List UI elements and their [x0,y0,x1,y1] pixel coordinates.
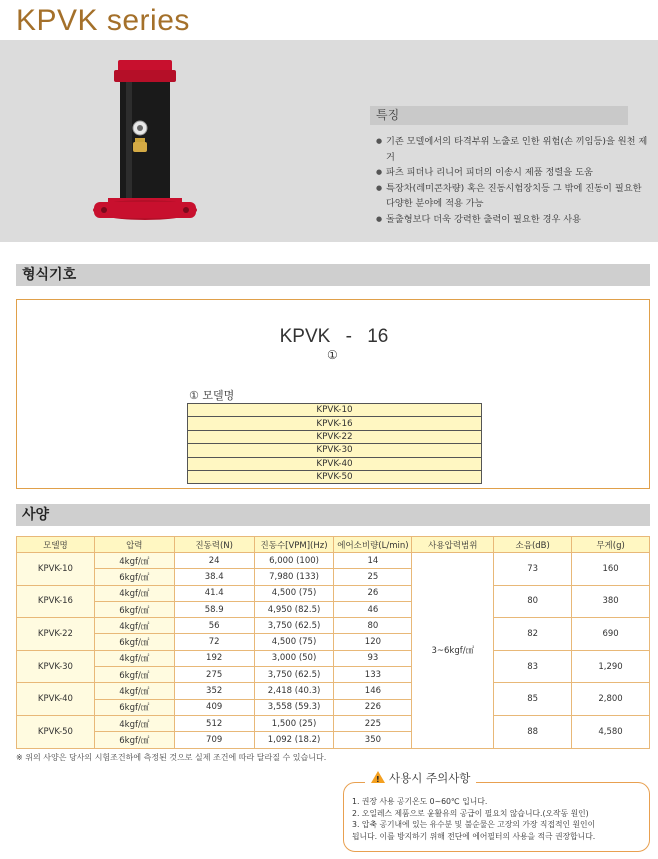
air-cell: 120 [334,634,412,650]
caution-item: 1. 권장 사용 공기온도 0~60℃ 입니다. [352,797,488,806]
model-list-item: KPVK-22 [188,430,482,443]
model-cell: KPVK-30 [17,650,95,683]
noise-cell: 82 [494,618,572,651]
noise-cell: 73 [494,553,572,586]
pressure-cell: 6kgf/㎠ [94,634,174,650]
feature-item: ● 파츠 피더나 리니어 피더의 이송시 제품 정렬을 도움 [376,165,652,181]
frequency-cell: 4,950 (82.5) [254,601,334,617]
code-separator: - [345,326,352,347]
caution-item: 2. 오일레스 제품으로 윤활유의 공급이 필요치 않습니다.(오작동 원인) [352,808,589,818]
frequency-cell: 3,558 (59.3) [254,699,334,715]
model-cell: KPVK-50 [17,715,95,748]
model-cell: KPVK-16 [17,585,95,618]
caution-item: 3. 압축 공기내에 있는 유수분 및 불순물은 고장의 가장 직접적인 원인이 [352,820,596,829]
noise-cell: 85 [494,683,572,716]
air-cell: 26 [334,585,412,601]
frequency-cell: 7,980 (133) [254,569,334,585]
force-cell: 72 [174,634,254,650]
pressure-cell: 4kgf/㎠ [94,618,174,634]
frequency-cell: 3,750 (62.5) [254,618,334,634]
model-code-box [16,299,650,489]
spec-note: ※ 위의 사양은 당사의 시험조건하에 측정된 것으로 실제 조건에 따라 달라질 수 있습니다. [16,753,327,762]
air-cell: 80 [334,618,412,634]
air-cell: 93 [334,650,412,666]
table-row [17,650,650,666]
table-row [17,618,650,634]
table-row [17,553,650,569]
weight-cell: 2,800 [572,683,650,716]
force-cell: 56 [174,618,254,634]
air-cell: 14 [334,553,412,569]
product-image [90,60,200,228]
table-row [17,585,650,601]
features-heading: 특징 [370,106,628,125]
pressure-cell: 6kgf/㎠ [94,699,174,715]
col-model: 모델명 [17,537,95,553]
pressure-cell: 6kgf/㎠ [94,732,174,748]
force-cell: 512 [174,715,254,731]
col-pressure: 압력 [94,537,174,553]
model-legend: ① 모델명 [189,389,235,402]
model-list-item: KPVK-16 [188,417,482,430]
force-cell: 24 [174,553,254,569]
pressure-cell: 6kgf/㎠ [94,601,174,617]
frequency-cell: 2,418 (40.3) [254,683,334,699]
pressure-cell: 4kgf/㎠ [94,715,174,731]
air-cell: 146 [334,683,412,699]
spec-heading: 사양 [16,504,650,526]
pressure-cell: 6kgf/㎠ [94,667,174,683]
code-value: 16 [367,326,389,347]
model-list-item: KPVK-10 [188,404,482,417]
caution-heading [365,770,476,786]
col-force: 진동력(N) [174,537,254,553]
noise-cell: 83 [494,650,572,683]
force-cell: 275 [174,667,254,683]
feature-item: ● 특장차(레미콘차량) 혹은 진동시험장치등 그 밖에 진동이 필요한 다양한 분야에 적용 가능 [376,181,652,212]
model-cell: KPVK-22 [17,618,95,651]
frequency-cell: 3,750 (62.5) [254,667,334,683]
model-cell: KPVK-40 [17,683,95,716]
weight-cell: 380 [572,585,650,618]
range-cell: 3~6kgf/㎠ [412,553,494,749]
page-title: KPVK series [16,4,190,37]
col-range: 사용압력범위 [412,537,494,553]
model-code-line [17,326,651,348]
model-list-table [187,403,482,484]
table-row [17,715,650,731]
caution-item: 됩니다. 이를 방지하기 위해 전단에 에어필터의 사용을 적극 권장합니다. [352,831,596,841]
frequency-cell: 4,500 (75) [254,585,334,601]
force-cell: 192 [174,650,254,666]
frequency-cell: 4,500 (75) [254,634,334,650]
frequency-cell: 3,000 (50) [254,650,334,666]
air-cell: 46 [334,601,412,617]
force-cell: 38.4 [174,569,254,585]
col-noise: 소음(dB) [494,537,572,553]
warning-icon [371,771,385,783]
pressure-cell: 4kgf/㎠ [94,553,174,569]
weight-cell: 1,290 [572,650,650,683]
noise-cell: 80 [494,585,572,618]
pressure-cell: 4kgf/㎠ [94,650,174,666]
weight-cell: 160 [572,553,650,586]
table-row [17,683,650,699]
force-cell: 41.4 [174,585,254,601]
model-list-item: KPVK-50 [188,470,482,483]
code-marker: ① [327,348,338,362]
model-list-item: KPVK-40 [188,457,482,470]
feature-item: ● 기존 모델에서의 타격부위 노출로 인한 위험(손 끼임등)을 원천 제거 [376,134,652,165]
model-list-item: KPVK-30 [188,444,482,457]
col-weight: 무게(g) [572,537,650,553]
col-air: 에어소비량(L/min) [334,537,412,553]
noise-cell: 88 [494,715,572,748]
code-prefix: KPVK [279,326,331,347]
force-cell: 709 [174,732,254,748]
weight-cell: 690 [572,618,650,651]
air-cell: 226 [334,699,412,715]
caution-list [352,796,642,842]
model-cell: KPVK-10 [17,553,95,586]
air-cell: 350 [334,732,412,748]
force-cell: 58.9 [174,601,254,617]
caution-title: 사용시 주의사항 [389,771,471,785]
model-code-heading: 형식기호 [16,264,650,286]
features-list [376,134,652,227]
force-cell: 409 [174,699,254,715]
pressure-cell: 4kgf/㎠ [94,585,174,601]
spec-table [16,536,650,749]
frequency-cell: 1,092 (18.2) [254,732,334,748]
air-cell: 225 [334,715,412,731]
spec-header-row [17,537,650,553]
pressure-cell: 4kgf/㎠ [94,683,174,699]
air-cell: 25 [334,569,412,585]
force-cell: 352 [174,683,254,699]
feature-item: ● 돌출형보다 더욱 강력한 출력이 필요한 경우 사용 [376,212,652,228]
frequency-cell: 1,500 (25) [254,715,334,731]
col-frequency: 진동수[VPM](Hz) [254,537,334,553]
frequency-cell: 6,000 (100) [254,553,334,569]
pressure-cell: 6kgf/㎠ [94,569,174,585]
air-cell: 133 [334,667,412,683]
weight-cell: 4,580 [572,715,650,748]
